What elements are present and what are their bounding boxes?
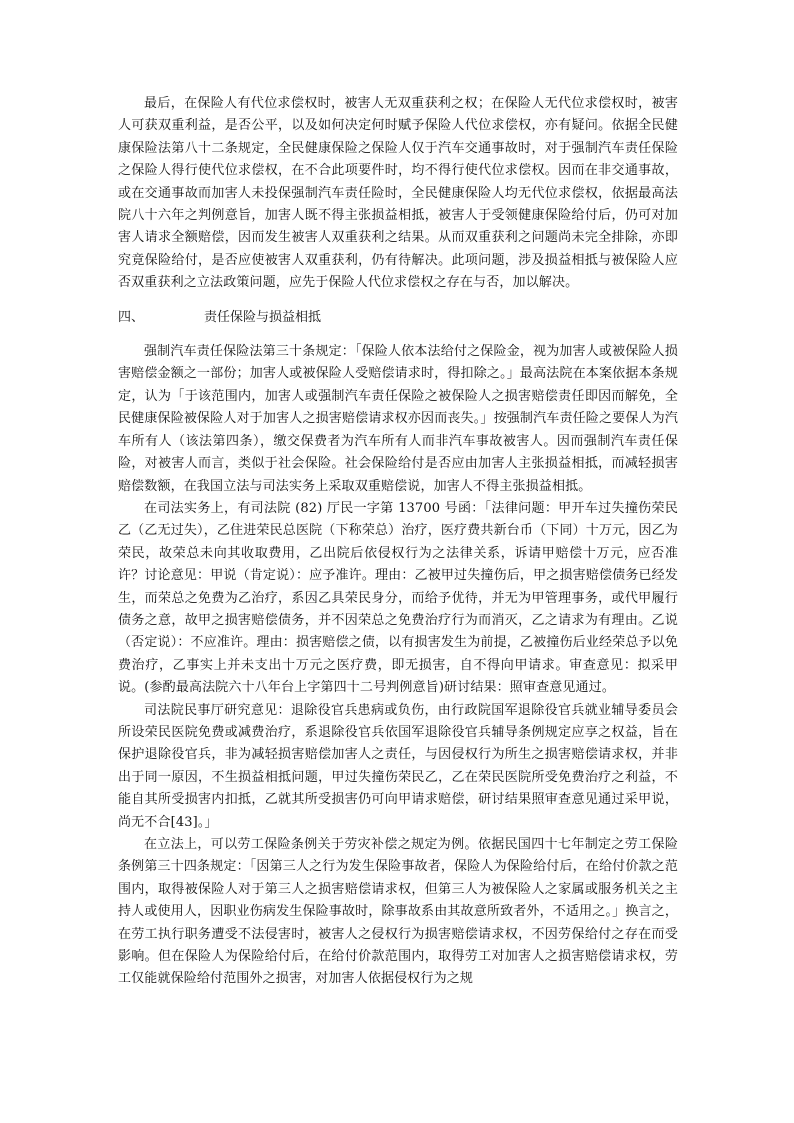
paragraph-civil-department-opinion: 司法院民事厅研究意见：退除役官兵患病或负伤，由行政院国军退除役官兵就业辅导委员会所设荣民医院免费或减费治疗，系退除役官兵依国军退除役官兵辅导条例规定应享之权益，旨在保护退除役官兵，非为减轻损害赔偿加害人之责任，与因侵权行为所生之损害赔偿请求权，并非出于同一原因，不生损益相抵问题，甲过失撞伤荣民乙，乙在荣民医院所受免费治疗之利益，不能自其所受损害内扣抵，乙就其所受损害仍可向甲请求赔偿，研讨结果照审查意见通过采甲说，尚无不合[43]。」	[118, 702, 678, 830]
section-number: 四、	[118, 309, 145, 325]
section-heading	[118, 307, 678, 329]
document-page	[118, 93, 678, 991]
paragraph-double-recovery: 最后，在保险人有代位求偿权时，被害人无双重获利之权；在保险人无代位求偿权时，被害人可获双重利益，是否公平，以及如何决定何时赋予保险人代位求偿权，亦有疑问。依据全民健康保险法第八十二条规定，全民健康保险之保险人仅于汽车交通事故时，对于强制汽车责任保险之保险人得行使代位求偿权，在不合此项要件时，均不得行使代位求偿权。因而在非交通事故，或在交通事故而加害人未投保强制汽车责任险时，全民健康保险人均无代位求偿权，依据最高法院八十六年之判例意旨，加害人既不得主张损益相抵，被害人于受领健康保险给付后，仍可对加害人请求全额赔偿，因而发生被害人双重获利之结果。从而双重获利之问题尚未完全排除，亦即究竟保险给付，是否应使被害人双重获利，仍有待解决。此项问题，涉及损益相抵与被保险人应否双重获利之立法政策问题，应先于保险人代位求偿权之存在与否，加以解决。	[118, 96, 678, 291]
paragraph-labor-insurance: 在立法上，可以劳工保险条例关于劳灾补偿之规定为例。依据民国四十七年制定之劳工保险条例第三十四条规定：「因第三人之行为发生保险事故者，保险人为保险给付后，在给付价款之范围内，取得被保险人对于第三人之损害赔偿请求权，但第三人为被保险人之家属或服务机关之主持人或使用人，因职业伤病发生保险事故时，除事故系由其故意所致者外，不适用之。」换言之，在劳工执行职务遭受不法侵害时，被害人之侵权行为损害赔偿请求权，不因劳保给付之存在而受影响。但在保险人为保险给付后，在给付价款范围内，取得劳工对加害人之损害赔偿请求权，劳工仅能就保险给付范围外之损害，对加害人依据侵权行为之规	[118, 837, 678, 987]
section-title: 责任保险与损益相抵	[204, 309, 322, 325]
paragraph-compulsory-auto-insurance: 强制汽车责任保险法第三十条规定：「保险人依本法给付之保险金，视为加害人或被保险人损害赔偿金额之一部份；加害人或被保险人受赔偿请求时，得扣除之。」最高法院在本案依据本条规定，认为「于该范围内，加害人或强制汽车责任保险之被保险人之损害赔偿责任即因而解免，全民健康保险被保险人对于加害人之损害赔偿请求权亦因而丧失。」按强制汽车责任险之要保人为汽车所有人（该法第四条），缴交保费者为汽车所有人而非汽车事故被害人。因而强制汽车责任保险，对被害人而言，类似于社会保险。社会保险给付是否应由加害人主张损益相抵，而减轻损害赔偿数额，在我国立法与司法实务上采取双重赔偿说，加害人不得主张损益相抵。	[118, 344, 678, 494]
paragraph-judicial-practice: 在司法实务上，有司法院 (82) 厅民一字第 13700 号函：「法律问题：甲开车过失撞伤荣民乙（乙无过失），乙住进荣民总医院（下称荣总）治疗，医疗费共新台币（下同）十万元，因乙为荣民，故荣总未向其收取费用，乙出院后依侵权行为之法律关系，诉请甲赔偿十万元，应否准许？讨论意见：甲说（肯定说）：应予准许。理由：乙被甲过失撞伤后，甲之损害赔偿债务已经发生，而荣总之免费为乙治疗，系因乙具荣民身分，而给予优待，并无为甲管理事务，或代甲履行债务之意，故甲之损害赔偿债务，并不因荣总之免费治疗行为而消灭，乙之请求为有理由。乙说（否定说）：不应准许。理由：损害赔偿之债，以有损害发生为前提，乙被撞伤后业经荣总予以免费治疗，乙事实上并未支出十万元之医疗费，即无损害，自不得向甲请求。审查意见：拟采甲说。(参酌最高法院六十八年台上字第四十二号判例意旨)研讨结果：照审查意见通过。	[118, 500, 678, 696]
